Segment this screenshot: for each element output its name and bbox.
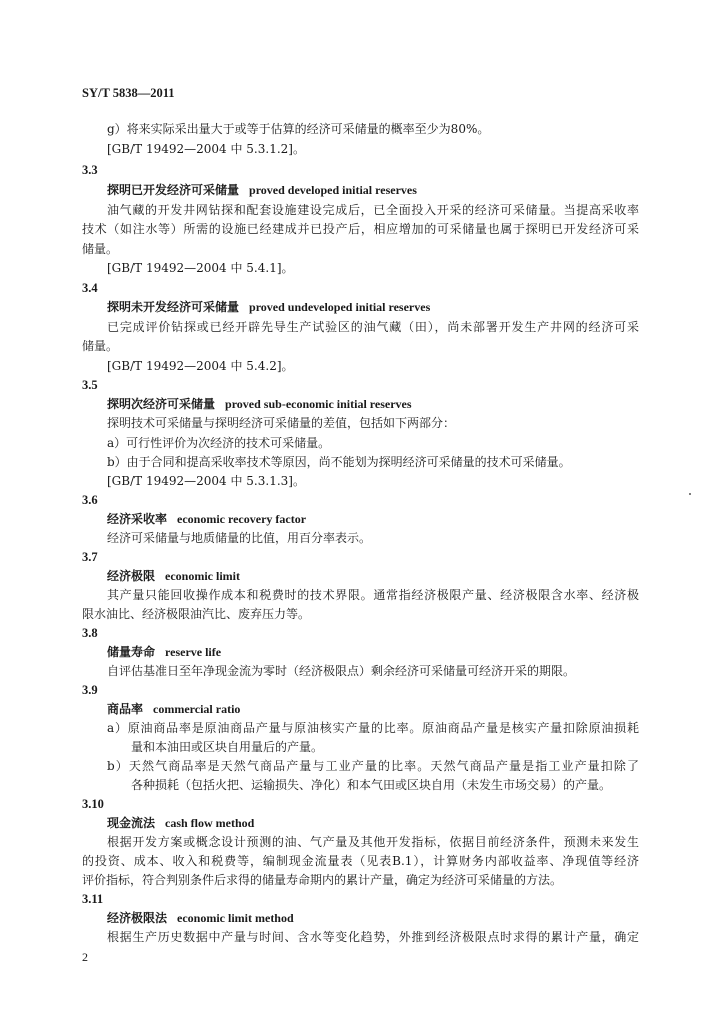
term-cn: 探明次经济可采储量 <box>107 397 216 411</box>
term-title <box>107 816 254 830</box>
scan-speck <box>689 493 691 495</box>
term-en: proved undeveloped initial reserves <box>249 300 431 314</box>
definition-line: 储量。 <box>82 242 119 256</box>
list-item-continued: 量和本油田或区块自用量后的产量。 <box>131 740 324 754</box>
term-en: proved developed initial reserves <box>249 183 417 197</box>
definition-line: 自评估基准日至年净现金流为零时（经济极限点）剩余经济可采储量可经济开采的期限。 <box>107 664 576 678</box>
definition-line: 探明技术可采储量与探明经济可采储量的差值，包括如下两部分： <box>107 416 456 430</box>
clause-number: 3.3 <box>82 163 98 177</box>
reference: [GB/T 19492—2004 中 5.3.1.2]。 <box>107 142 305 156</box>
item-g: g）将来实际采出量大于或等于估算的经济可采储量的概率至少为80%。 <box>107 122 490 136</box>
term-en: commercial ratio <box>153 702 241 716</box>
term-title <box>107 569 240 583</box>
definition-line: 限水油比、经济极限油汽比、废弃压力等。 <box>82 607 311 621</box>
term-en: economic limit <box>165 569 240 583</box>
term-cn: 经济极限 <box>107 569 156 583</box>
term-cn: 储量寿命 <box>107 645 156 659</box>
definition-line: 经济可采储量与地质储量的比值，用百分率表示。 <box>107 531 372 545</box>
clause-number: 3.10 <box>82 797 104 811</box>
term-title <box>107 702 240 716</box>
term-title <box>107 183 417 197</box>
clause-number: 3.5 <box>82 378 98 392</box>
term-cn: 探明已开发经济可采储量 <box>107 183 240 197</box>
reference: [GB/T 19492—2004 中 5.4.2]。 <box>107 359 294 373</box>
list-item: b）天然气商品率是天然气商品产量与工业产量的比率。天然气商品产量是指工业产量扣除了 <box>107 759 639 773</box>
term-en: reserve life <box>165 645 222 659</box>
list-item: a）可行性评价为次经济的技术可采储量。 <box>107 436 331 450</box>
term-title <box>107 397 412 411</box>
list-item-continued: 各种损耗（包括火把、运输损失、净化）和本气田或区块自用（未发生市场交易）的产量。 <box>131 778 612 792</box>
definition-line: 根据开发方案或概念设计预测的油、气产量及其他开发指标，依据目前经济条件，预测未来发生 <box>107 835 639 849</box>
definition-line: 储量。 <box>82 339 119 353</box>
term-cn: 商品率 <box>107 702 144 716</box>
term-en: cash flow method <box>165 816 255 830</box>
clause-number: 3.6 <box>82 493 98 507</box>
term-en: economic recovery factor <box>177 512 307 526</box>
page-number: 2 <box>82 950 88 964</box>
reference: [GB/T 19492—2004 中 5.4.1]。 <box>107 261 294 275</box>
term-en: proved sub-economic initial reserves <box>225 397 412 411</box>
clause-number: 3.7 <box>82 550 98 564</box>
definition-line: 其产量只能回收操作成本和税费时的技术界限。通常指经济极限产量、经济极限含水率、经济极 <box>107 588 639 602</box>
reference: [GB/T 19492—2004 中 5.3.1.3]。 <box>107 474 305 488</box>
term-title <box>107 512 306 526</box>
clause-number: 3.8 <box>82 626 98 640</box>
term-cn: 经济采收率 <box>107 512 168 526</box>
term-title <box>107 300 430 314</box>
term-cn: 经济极限法 <box>107 911 168 925</box>
list-item: a）原油商品率是原油商品产量与原油核实产量的比率。原油商品产量是核实产量扣除原油损耗 <box>107 721 639 735</box>
list-item: b）由于合同和提高采收率技术等原因，尚不能划为探明经济可采储量的技术可采储量。 <box>107 455 571 469</box>
clause-number: 3.4 <box>82 281 98 295</box>
term-title <box>107 911 294 925</box>
definition-line: 已完成评价钻探或已经开辟先导生产试验区的油气藏（田），尚未部署开发生产井网的经济可采 <box>107 320 639 334</box>
definition-line: 技术（如注水等）所需的设施已经建成并已投产后，相应增加的可采储量也属于探明已开发经济可采 <box>82 222 639 236</box>
definition-line: 的投资、成本、收入和税费等，编制现金流量表（见表B.1），计算财务内部收益率、净现值等经济 <box>82 854 639 868</box>
definition-line: 评价指标，符合判别条件后求得的储量寿命期内的累计产量，确定为经济可采储量的方法。 <box>82 873 563 887</box>
term-cn: 探明未开发经济可采储量 <box>107 300 240 314</box>
standard-code-header: SY/T 5838—2011 <box>82 86 175 100</box>
definition-line: 根据生产历史数据中产量与时间、含水等变化趋势，外推到经济极限点时求得的累计产量，确定 <box>107 930 639 944</box>
clause-number: 3.11 <box>82 892 104 906</box>
definition-line: 油气藏的开发井网钻探和配套设施建设完成后，已全面投入开采的经济可采储量。当提高采收率 <box>107 203 639 217</box>
term-cn: 现金流法 <box>107 816 156 830</box>
term-en: economic limit method <box>177 911 294 925</box>
term-title <box>107 645 221 659</box>
clause-number: 3.9 <box>82 683 98 697</box>
